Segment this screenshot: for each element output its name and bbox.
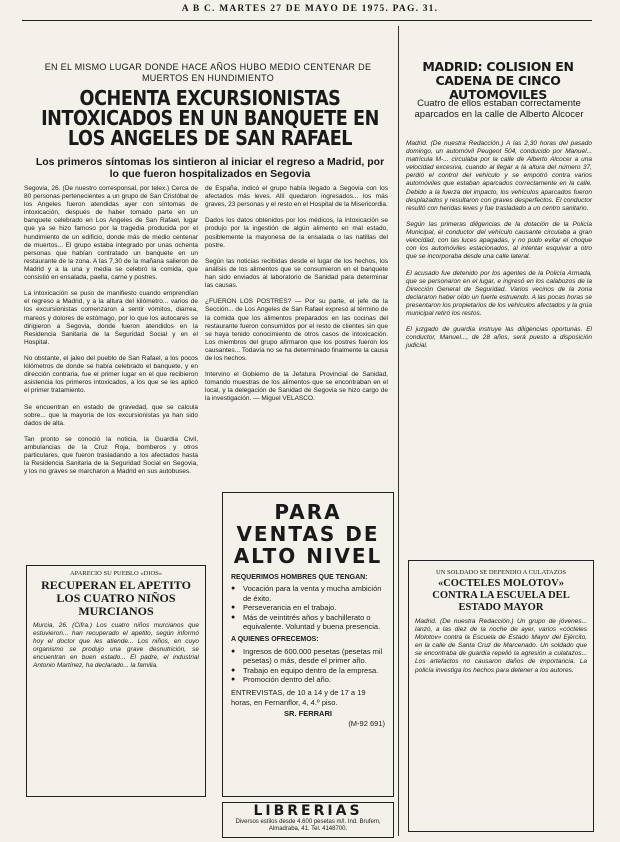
page-header: A B C. MARTES 27 DE MAYO DE 1975. PAG. 31. [181, 4, 439, 14]
murcianos-body: Murcia, 26. (Cifra.) Los cuatro niños murcianos que estuvieron... han recuperado el apetito, según informó hoy el doctor que les atiende... Los niños, en cuyo organismo se produjo una grave desnutrición, se encuentran en buen estado... El padre, el industrial Antonio Martínez, ha declarado... la familia. [33, 622, 201, 670]
column-divider [398, 26, 399, 836]
madrid-deck: Cuatro de ellos estaban correctamente aparcados en la calle de Alberto Alcocer [414, 98, 584, 120]
ad-ventas-box [222, 492, 394, 797]
madrid-headline: MADRID: COLISION EN CADENA DE CINCO AUTOMOVILES [422, 59, 574, 102]
main-headline: OCHENTA EXCURSIONISTAS INTOXICADOS EN UN BANQUETE EN LOS ANGELES DE SAN RAFAEL [41, 86, 379, 150]
librerias-title: LIBRERIAS [253, 803, 363, 819]
ad-ventas-offer-item: ● Promoción dentro del año. [231, 675, 385, 684]
ad-ventas-ref: (M-92 691) [348, 718, 385, 728]
ad-ventas-req-label: REQUERIMOS HOMBRES QUE TENGAN: [231, 574, 368, 581]
header-rule [22, 20, 592, 21]
ad-ventas-contact: SR. FERRARI [284, 709, 332, 719]
main-subheadline: Los primeros síntomas los sintieron al iniciar el regreso a Madrid, por lo que fueron hospitalizados en Segovia [35, 156, 385, 180]
madrid-body: Madrid. (De nuestra Redacción.) A las 2,30 horas del pasado domingo, un automóvil Peugeot 504, conducido por Manuel... matrícula M-... circulaba por la calle de Alberto Alcocer a una velocidad excesiva, cuando al llegar a la altura del número 37, perdió el control del vehículo y se empotró contra varios automóviles que estaban aparcados correctamente en la calle. Debido a la fuerza del impacto, los vehículos aparcados fueron desplazados y resultaron con graves desperfectos. El conductor resultó con heridas leves y fue trasladado a un centro sanitario. Según las primeras diligencias de la dotación de la Policía Municipal, el conductor del vehículo causante circulaba a gran velocidad, con las luces apagadas, y no pudo evitar el choque con los automóviles estacionados, al intentar esquivar a otro que se incorporaba desde una calle lateral. El acusado fue detenido por los agentes de la Policía Armada, que se personaron en el lugar, e ingresó en los calabozos de la Dirección General de Seguridad. Varios vecinos de la zona declararon haber oído un fuerte estruendo. A las pocas horas se presentaron los propietarios de los vehículos afectados y la grúa municipal retiró los restos. El juzgado de guardia instruye las diligencias oportunas. El conductor, Manuel..., de 28 años, será puesto a disposición judicial. [406, 140, 592, 350]
ad-ventas-req-item: ● Perseverancia en el trabajo. [231, 603, 385, 612]
main-kicker: EN EL MISMO LUGAR DONDE HACE AÑOS HUBO MEDIO CENTENAR DE MUERTOS EN HUNDIMIENTO [44, 62, 372, 83]
ad-ventas-title: PARA VENTAS DE ALTO NIVEL [233, 500, 383, 568]
ad-ventas-offer-label: A QUIENES OFRECEMOS: [231, 636, 319, 644]
librerias-body: Diversos estilos desde 4.600 pesetas m/l. Ind. Brufem, Almadraba, 41. Tel. 4148700. [235, 819, 381, 832]
soldado-body: Madrid. (De nuestra Redacción.) Un grupo de jóvenes... lanzó, a las diez de la noche de ayer, varios «cócteles Molotov» contra la Escuela de Estado Mayor del Ejército, en la calle de Santa Cruz de Marcenado. Un soldado que se encontraba de guardia repelió la agresión a culatazos... Los artefactos no causaron daños de importancia. La policía investiga los hechos para detener a los autores. [415, 618, 589, 674]
murcianos-headline: RECUPERAN EL APETITO LOS CUATRO NIÑOS MURCIANOS [41, 578, 191, 618]
soldado-headline: «COCTELES MOLOTOV» CONTRA LA ESCUELA DEL ESTADO MAYOR [432, 578, 570, 613]
main-col1-body: Segovia, 26. (De nuestro corresponsal, por telex.) Cerca de 80 personas pertenecientes a un grupo de San Cristóbal de los Angeles fueron atendidas ayer con síntomas de intoxicación, después de haber tomado parte en un banquete celebrado en Los Angeles de San Rafael, lugar que ya se hizo famoso por la tragedia producida por el hundimiento de un edificio, donde más de medio centenar de muertos... El grupo estaba integrado por unas ochenta personas que habían contratado un banquete en un restaurante de la zona. A las 7,30 de la mañana salieron de Madrid y a la una y media se celebró la comida, que consistió en ensalada, paella, carne y postres. La intoxicación se puso de manifiesto cuando emprendían el regreso a Madrid, y a la altura del kilómetro... varios de los excursionistas comenzaron a sentir vómitos, diarrea, mareos y dolores de estómago, por lo que los autocares se dirigieron a Segovia, donde fueron atendidos en la Residencia Sanitaria de la Seguridad Social y en el Hospital. No obstante, el jaleo del pueblo de San Rafael, a los pocos kilómetros de donde se había celebrado el banquete, y en dirección contraria, fue el primer lugar en el que recibieron asistencia los primeros intoxicados, a los que se les aplicó el primer tratamiento. Se encuentran en estado de gravedad, que se calcula sobre... que la mayoría de los excursionistas ya han sido dados de alta. Tan pronto se conoció la noticia, la Guardia Civil, ambulancias de la Cruz Roja, bomberos y otros particulares, que fueron trasladando a los afectados hasta la Residencia Sanitaria de la Seguridad Social en Segovia, y los no graves se marcharon a Madrid en sus autobuses. [24, 185, 198, 476]
ad-ventas-req-item: ● Vocación para la venta y mucha ambición de éxito. [231, 584, 385, 603]
ad-ventas-interview: ENTREVISTAS, de 10 a 14 y de 17 a 19 horas, en Fernanflor, 4, 4.º piso. [231, 688, 366, 707]
ad-ventas-offer-item: ● Trabajo en equipo dentro de la empresa. [231, 666, 385, 675]
ad-ventas-req-item: ● Más de veintitrés años y bachillerato o equivalente. Voluntad y buena presencia. [231, 613, 385, 632]
librerias-box [222, 802, 394, 838]
main-col2-body: de España, indicó el grupo había llegado a Segovia con los afectados más leves. Allí quedaron ingresados... los más graves, 23 personas y el resto en el Hospital de la Misericordia. Dados los datos obtenidos por los médicos, la intoxicación se produjo por la ingestión de algún alimento en mal estado, posiblemente la mayonesa de la ensalada o las natillas del postre. Según las noticias recibidas desde el lugar de los hechos, los análisis de los alimentos que se consumieron en el banquete han sido enviados al laboratorio de Sanidad para determinar las causas. ¿FUERON LOS POSTRES? — Por su parte, el jefe de la Sección... de Los Angeles de San Rafael expresó al término de la comida que los alimentos preparados en las cocinas del restaurante fueron consumidos por el resto de clientes sin que se haya tenido conocimiento de otros casos de intoxicación. Los miembros del grupo afirmaron que los postres fueron los causantes... Todavía no se ha determinado finalmente la causa de los hechos. Intervino el Gobierno de la Jefatura Provincial de Sanidad, tomando muestras de los alimentos que se encontraban en el local, y la delegación de Sanidad de Segovia se hizo cargo de la investigación. — Miguel VELASCO. [205, 185, 388, 403]
murcianos-box [26, 565, 206, 797]
soldado-kicker: UN SOLDADO SE DEFENDIO A CULATAZOS [435, 569, 567, 576]
murcianos-kicker: APARECIO SU PUEBLO «DIOS» [69, 570, 163, 577]
ad-ventas-offer-item: ● Ingresos de 600.000 pesetas (pesetas mil pesetas) o más, desde el primer año. [231, 647, 385, 666]
soldado-box [408, 560, 594, 832]
